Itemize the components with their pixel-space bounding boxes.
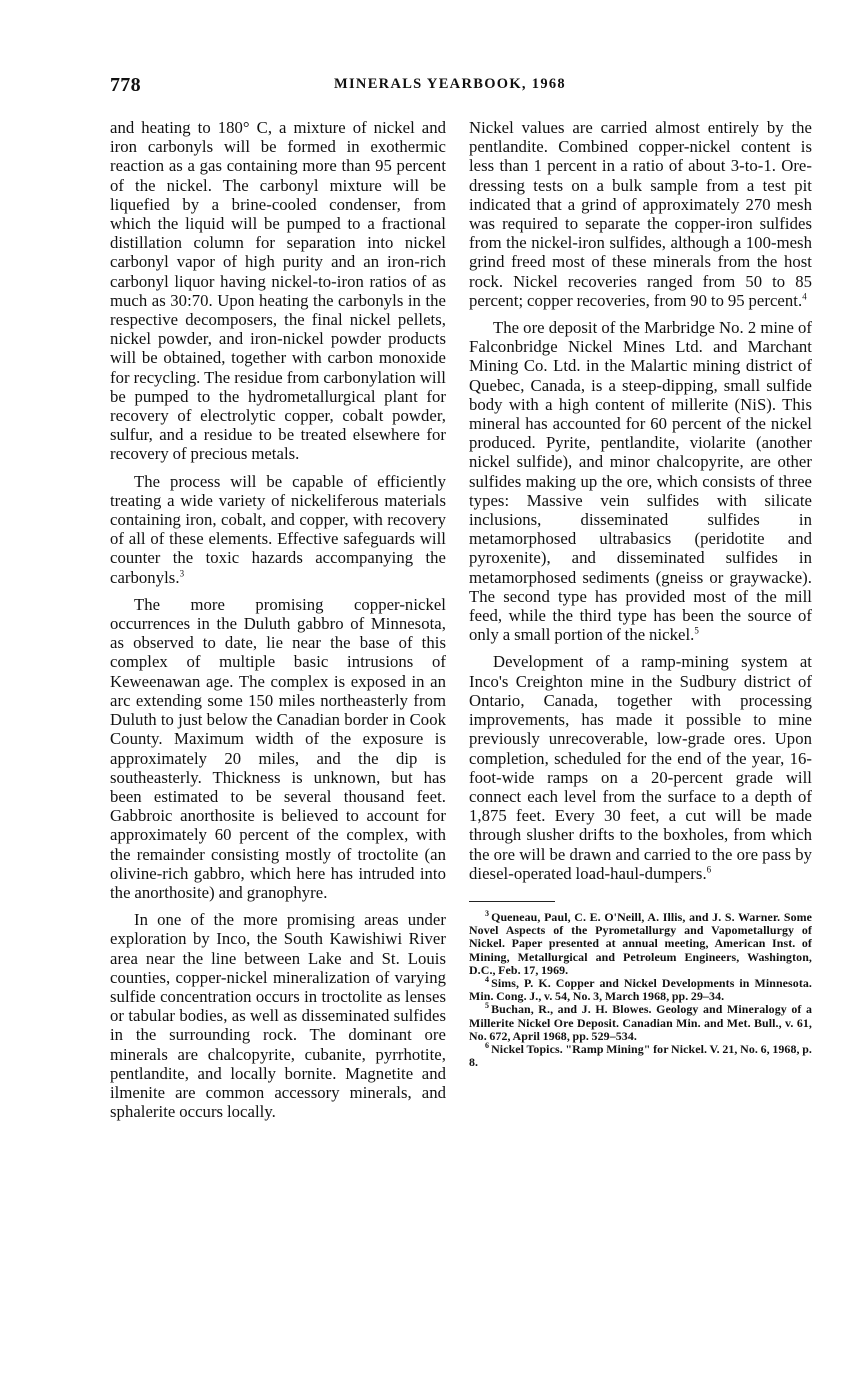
footnote-reference: 6 [706,864,712,875]
footnote [469,974,812,1004]
paragraph-text: The ore deposit of the Marbridge No. 2 mine of Falconbridge Nickel Mines Ltd. and Marchant Mining Co. Ltd. in the Malartic mining district of Quebec, Canada, is a steep-dipping, small sulfide body with a high content of millerite (NiS). This mineral has accounted for 60 percent of the nickel produced. Pyrite, pentlandite, violarite (another nickel sulfide), and minor chalcopyrite, are other sulfides making up the ore, which consists of three types: Massive vein sulfides with silicate inclusions, disseminated sulfides in metamorphosed ultrabasics (peridotite and pyroxenite), and disseminated sulfides in metamorphosed sediments (gneiss or graywacke). The second type has provided most of the mill feed, while the third type has been the source of only a small portion of the nickel. [469,318,812,645]
footnote-mark: 6 [485,1040,490,1050]
paragraph [469,318,812,644]
footnotes [469,908,812,1070]
paragraph-text: Development of a ramp-mining system at Inco's Creighton mine in the Sudbury district of Ontario, Canada, together with processing improvements, has made it possible to mine previously unrecoverable, low-grade ores. Upon completion, scheduled for the end of the year, 16-foot-wide ramps on a 20-percent grade will connect each level from the surface to a depth of 1,875 feet. Every 30 feet, a cut will be made through slusher drifts to the boxholes, from which the ore will be drawn and carried to the ore pass by diesel-operated load-haul-dumpers. [469,652,812,883]
footnote-text: Buchan, R., and J. H. Blowes. Geology and Mineralogy of a Millerite Nickel Ore Deposit. Canadian Min. and Met. Bull., v. 61, No. 672, April 1968, pp. 529–534. [469,1002,812,1043]
footnote [469,1003,812,1043]
footnote [469,1040,812,1070]
running-head [110,74,752,98]
paragraph: In one of the more promising areas under exploration by Inco, the South Kawishiwi River area near the line between Lake and St. Louis counties, copper-nickel mineralization of varying sulfide concentration occurs in troctolite as lenses or tabular bodies, as well as disseminated sulfides in the surrounding rock. The dominant ore minerals are chalcopyrite, cubanite, pyrrhotite, pentlandite, and locally bornite. Magnetite and ilmenite are common accessory minerals, and sphalerite occurs locally. [110,910,446,1122]
page-number: 778 [110,74,141,96]
paragraph-text: Nickel values are carried almost entirely by the pentlandite. Combined copper-nickel content is less than 1 percent in a ratio of about 3-to-1. Ore-dressing tests on a bulk sample from a test pit indicated that a grind of approximately 270 mesh was required to separate the copper-iron sulfides from the nickel-iron sulfides, although a 100-mesh grind freed most of these minerals from the host rock. Nickel recoveries ranged from 50 to 85 percent; copper recoveries, from 90 to 95 percent. [469,118,812,310]
footnote [469,908,812,977]
paragraph [110,472,446,587]
footnote-reference: 5 [694,625,699,636]
footnote-reference: 3 [179,568,185,579]
paragraph-text: The process will be capable of efficiently treating a wide variety of nickeliferous materials containing iron, cobalt, and copper, with recovery of all of these elements. Effective safeguards will counter the toxic hazards accompanying the carbonyls. [110,471,446,587]
footnote-text: Sims, P. K. Copper and Nickel Developments in Minnesota. Min. Cong. J., v. 54, No. 3, March 1968, pp. 29–34. [469,975,812,1004]
paragraph: and heating to 180° C, a mixture of nickel and iron carbonyls will be formed in exothermic reaction as a gas containing more than 95 percent of the nickel. The carbonyl mixture will be liquefied by a brine-cooled condenser, from which the liquid will be pumped to a fractional distillation column for separation into nickel carbonyl vapor of high purity and an iron-rich carbonyl liquor having nickel-to-iron ratios of as much as 30:70. Upon heating the carbonyls in the respective decomposers, the final nickel pellets, nickel powder, and iron-nickel powder products will be obtained, together with carbon monoxide for recycling. The residue from carbonylation will be pumped to the hydrometallurgical plant for recovery of electrolytic copper, cobalt powder, sulfur, and a residue to be treated elsewhere for recovery of precious metals. [110,118,446,464]
paragraph: The more promising copper-nickel occurrences in the Duluth gabbro of Minnesota, as observed to date, lie near the base of this complex of multiple basic intrusions of Keweenawan age. The complex is exposed in an arc extending some 150 miles northeasterly from Duluth to just below the Canadian border in Cook County. Maximum width of the exposure is approximately 20 miles, and the dip is southeasterly. Thickness is unknown, but has been estimated to be several thousand feet. Gabbroic anorthosite is believed to account for approximately 60 percent of the complex, with the remainder consisting mostly of troctolite (an olivine-rich gabbro, which here has intruded into the anorthosite) and granophyre. [110,594,446,902]
footnote-mark: 5 [485,1001,490,1011]
right-column [469,118,812,1069]
footnote-mark: 4 [485,974,490,984]
running-title: MINERALS YEARBOOK, 1968 [334,76,566,92]
footnote-reference: 4 [802,291,807,302]
footnote-text: Queneau, Paul, C. E. O'Neill, A. Illis, and J. S. Warner. Some Novel Aspects of the Pyrometallurgy and Vapometallurgy of Nickel. Paper presented at annual meeting, American Inst. of Mining, Metallurgical and Petroleum Engineers, Washington, D.C., Feb. 17, 1969. [469,909,812,977]
footnote-mark: 3 [485,908,490,918]
paragraph [469,652,812,882]
footnote-divider [469,901,555,902]
left-column [110,118,446,1129]
footnote-text: Nickel Topics. "Ramp Mining" for Nickel. V. 21, No. 6, 1968, p. 8. [469,1041,812,1070]
paragraph [469,118,812,310]
